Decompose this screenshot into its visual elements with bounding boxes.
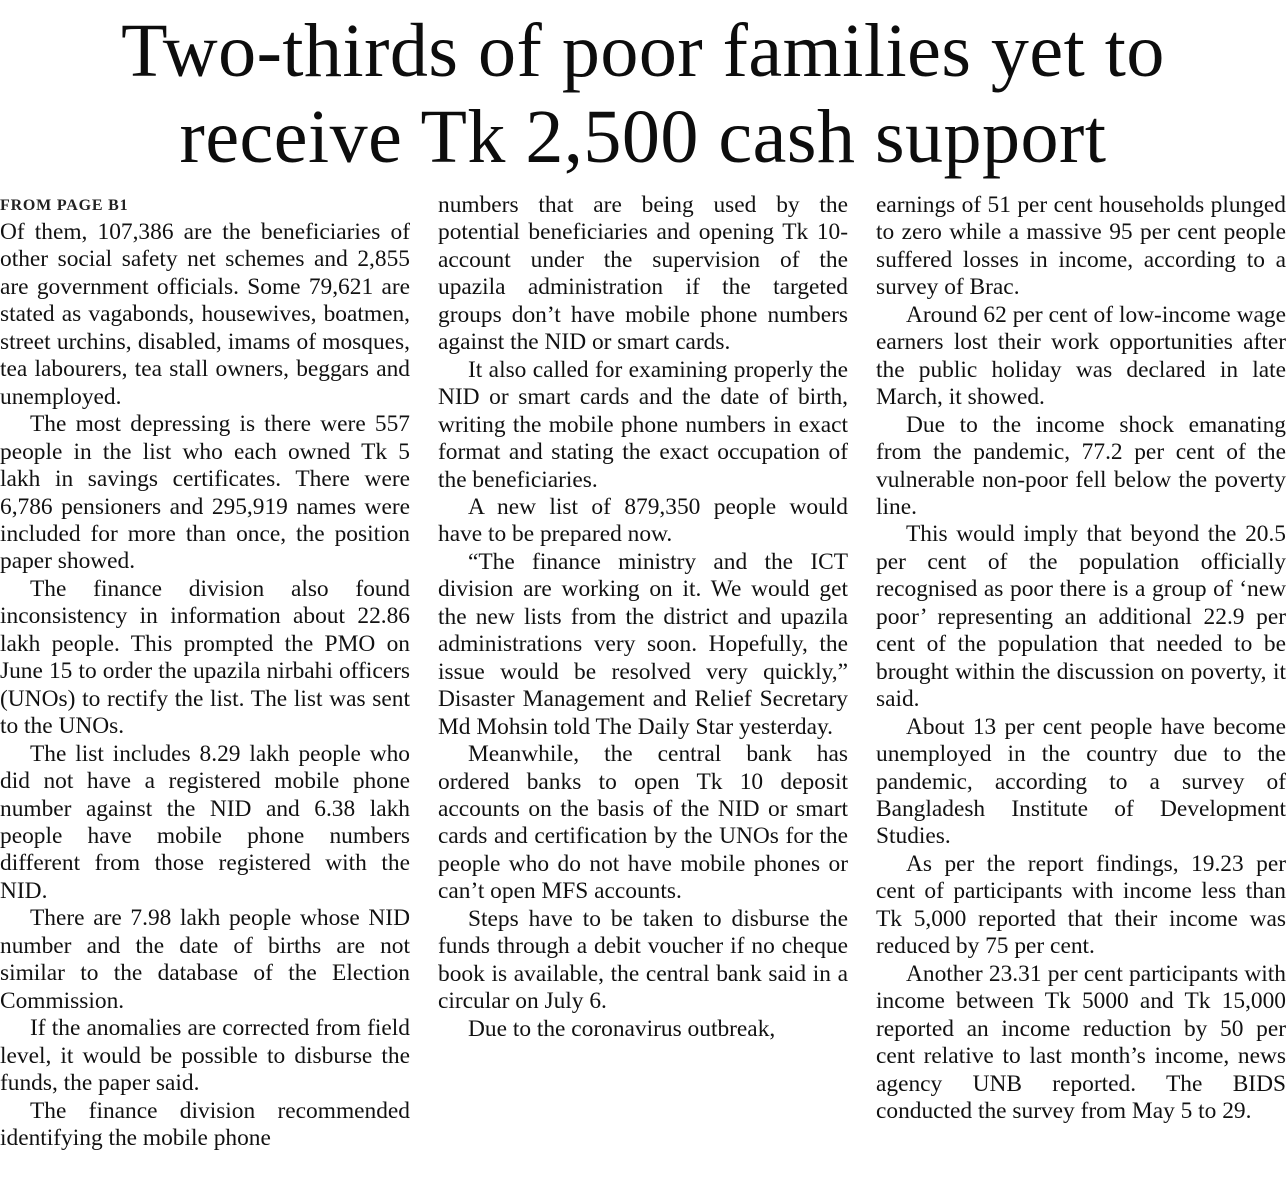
paragraph: Due to the coronavirus outbreak, [468, 1015, 776, 1042]
paragraph: If the anomalies are corrected from field level, it would be possible to disburse the funds, the paper said. [0, 1015, 410, 1097]
paragraph: Steps have to be taken to disburse the funds through a debit voucher if no cheque book is available, the central bank said in a circular on July 6. [438, 905, 848, 1015]
paragraph: As per the report findings, 19.23 per cent of participants with income less than Tk 5,000 reported that their income was reduced by 75 per cent. [876, 850, 1286, 960]
article-column-1 [0, 192, 410, 1182]
paragraph: Around 62 per cent of low-income wage earners lost their work opportunities after the public holiday was declared in late March, it showed. [876, 301, 1286, 411]
paragraph: numbers that are being used by the potential beneficiaries and opening Tk 10-account under the supervision of the upazila administration if the targeted groups don’t have mobile phone numbers against the NID or smart cards. [438, 192, 848, 356]
article-column-2 [438, 192, 848, 1182]
headline-line-2: receive Tk 2,500 cash support [179, 95, 1107, 179]
paragraph: earnings of 51 per cent households plunged to zero while a massive 95 per cent people suffered losses in income, according to a survey of Brac. [876, 192, 1286, 301]
headline-line-1: Two-thirds of poor families yet to [121, 9, 1165, 93]
paragraph: Another 23.31 per cent participants with income between Tk 5000 and Tk 15,000 reported an income reduction by 50 per cent relative to last month’s income, news agency UNB reported. The BIDS conducted the survey from May 5 to 29. [876, 960, 1286, 1124]
paragraph: The most depressing is there were 557 people in the list who each owned Tk 5 lakh in savings certificates. There were 6,786 pensioners and 295,919 names were included for more than once, the position paper showed. [0, 411, 410, 575]
paragraph: The list includes 8.29 lakh people who did not have a registered mobile phone number against the NID and 6.38 lakh people have mobile phone numbers different from those registered with the NID. [0, 740, 410, 904]
paragraph: Due to the income shock emanating from the pandemic, 77.2 per cent of the vulnerable non-poor fell below the poverty line. [876, 411, 1286, 520]
paragraph: Meanwhile, the central bank has ordered banks to open Tk 10 deposit accounts on the basis of the NID or smart cards and certification by the UNOs for the people who do not have mobile phones or can’t open MFS accounts. [438, 741, 848, 905]
paragraph: “The finance ministry and the ICT division are working on it. We would get the new lists from the district and upazila administrations very soon. Hopefully, the issue would be resolved very quickly,” Disaster Management and Relief Secretary Md Mohsin told The Daily Star yesterday. [438, 548, 848, 740]
paragraph: This would imply that beyond the 20.5 per cent of the population officially recognised as poor there is a group of ‘new poor’ representing an additional 22.9 per cent of the population that needed to be brought within the discussion on poverty, it said. [876, 521, 1286, 713]
paragraph: It also called for examining properly the NID or smart cards and the date of birth, writing the mobile phone numbers in exact format and stating the exact occupation of the beneficiaries. [438, 356, 848, 493]
paragraph: The finance division also found inconsistency in information about 22.86 lakh people. This prompted the PMO on June 15 to order the upazila nirbahi officers (UNOs) to rectify the list. The list was sent to the UNOs. [0, 575, 410, 740]
paragraph: Of them, 107,386 are the beneficiaries of other social safety net schemes and 2,855 are government officials. Some 79,621 are stated as vagabonds, housewives, boatmen, street urchins, disabled, imams of mosques, tea labourers, tea stall owners, beggars and unemployed. [0, 219, 410, 410]
paragraph: A new list of 879,350 people would have to be prepared now. [438, 493, 848, 548]
paragraph: The finance division recommended identifying the mobile phone [0, 1097, 410, 1151]
continuation-kicker: FROM PAGE B1 [0, 197, 129, 214]
article-column-3 [876, 192, 1286, 1182]
article-columns [0, 192, 1286, 1182]
paragraph: There are 7.98 lakh people whose NID number and the date of births are not similar to the database of the Election Commission. [0, 905, 410, 1014]
paragraph: About 13 per cent people have become unemployed in the country due to the pandemic, according to a survey of Bangladesh Institute of Development Studies. [876, 713, 1286, 850]
headline [0, 8, 1286, 180]
